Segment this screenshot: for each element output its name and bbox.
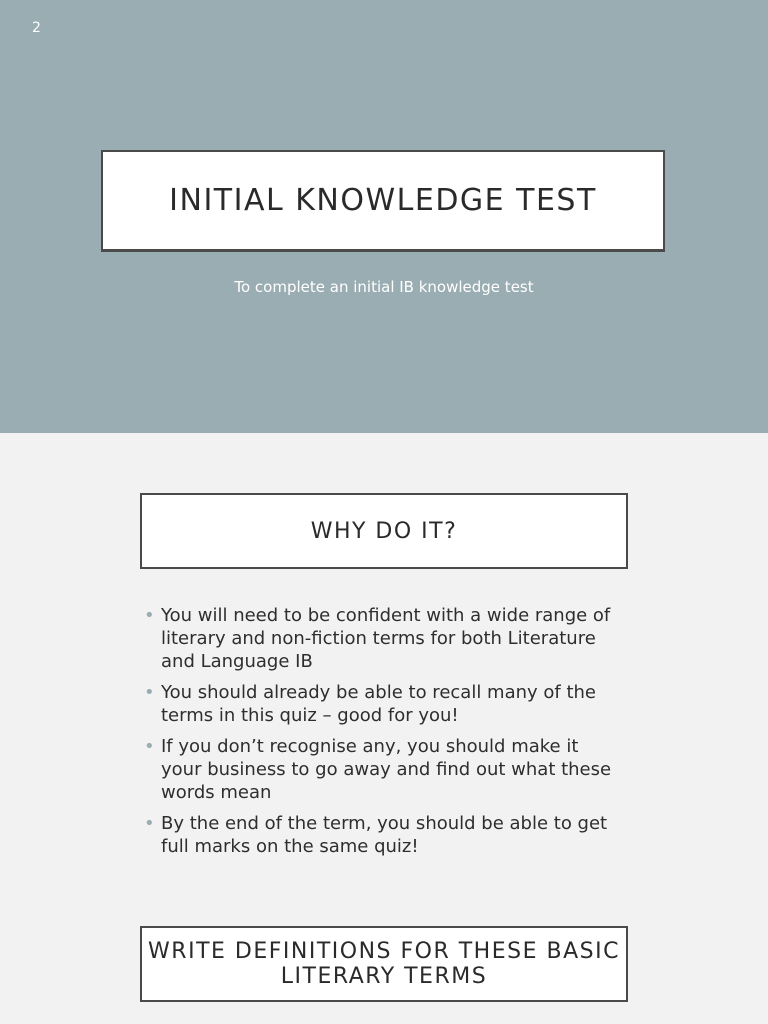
why-heading-box	[140, 493, 628, 569]
slide-title: INITIAL KNOWLEDGE TEST	[169, 183, 597, 218]
title-box	[101, 150, 665, 252]
content-slide	[0, 433, 768, 1024]
bullet-text: If you don’t recognise any, you should make it your business to go away and find out what these words mean	[161, 736, 612, 803]
bullet-item	[144, 681, 624, 727]
bullet-dot-icon: •	[144, 813, 155, 834]
bullet-dot-icon: •	[144, 736, 155, 757]
why-heading: WHY DO IT?	[310, 518, 458, 544]
bullet-text: You will need to be confident with a wide range of literary and non-fiction terms for both Literature and Language IB	[161, 605, 611, 672]
bullet-item	[144, 604, 624, 673]
bullet-text: You should already be able to recall many of the terms in this quiz – good for you!	[161, 682, 596, 726]
slide-subtitle: To complete an initial IB knowledge test	[234, 278, 534, 296]
definitions-heading: WRITE DEFINITIONS FOR THESE BASIC LITERARY TERMS	[148, 939, 620, 989]
bullet-text: By the end of the term, you should be able to get full marks on the same quiz!	[161, 813, 608, 857]
definitions-heading-box	[140, 926, 628, 1002]
title-slide	[0, 0, 768, 433]
bullet-list	[144, 604, 624, 866]
page-number: 2	[32, 20, 41, 36]
bullet-dot-icon: •	[144, 605, 155, 626]
bullet-item	[144, 735, 624, 804]
bullet-item	[144, 812, 624, 858]
bullet-dot-icon: •	[144, 682, 155, 703]
